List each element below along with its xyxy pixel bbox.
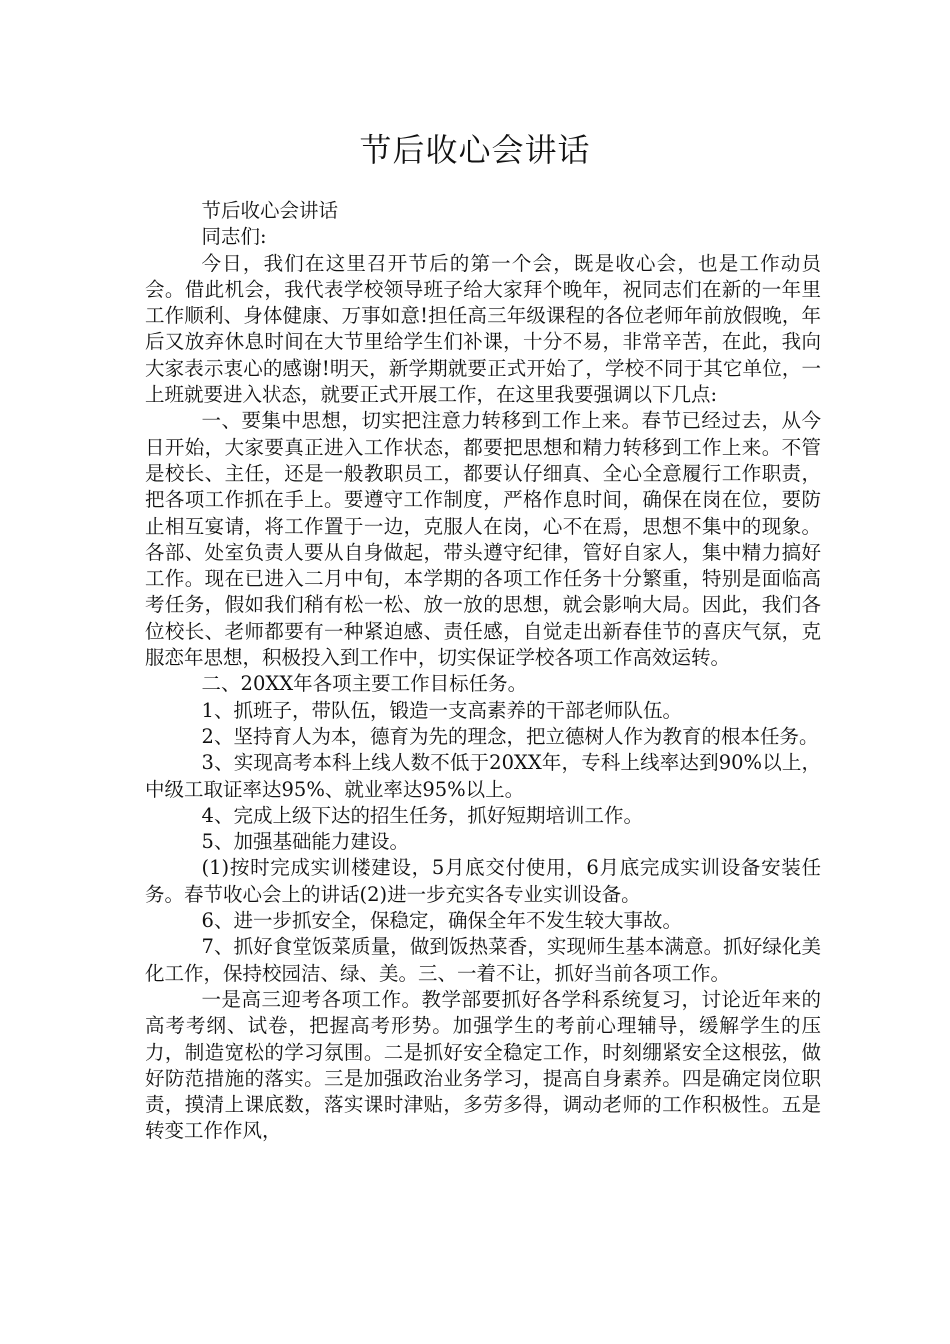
paragraph: 3、实现高考本科上线人数不低于20XX年，专科上线率达到90%以上，中级工取证率达95%、就业率达95%以上。 — [145, 751, 821, 801]
document-title: 节后收心会讲话 — [359, 131, 591, 169]
paragraph: (1)按时完成实训楼建设，5月底交付使用，6月底完成实训设备安装任务。春节收心会上的讲话(2)进一步充实各专业实训设备。 — [145, 856, 821, 906]
paragraph: 2、坚持育人为本，德育为先的理念，把立德树人作为教育的根本任务。 — [201, 724, 819, 748]
document-body — [145, 198, 821, 1145]
paragraph: 1、抓班子，带队伍，锻造一支高素养的干部老师队伍。 — [201, 698, 682, 722]
paragraph: 一是高三迎考各项工作。教学部要抓好各学科系统复习，讨论近年来的高考考纲、试卷，把握高考形势。加强学生的考前心理辅导，缓解学生的压力，制造宽松的学习氛围。二是抓好安全稳定工作，时刻绷紧安全这根弦，做好防范措施的落实。三是加强政治业务学习，提高自身素养。四是确定岗位职责，摸清上课底数，落实课时津贴，多劳多得，调动老师的工作积极性。五是转变工作作风， — [145, 987, 821, 1143]
paragraph: 6、进一步抓安全，保稳定，确保全年不发生较大事故。 — [201, 909, 682, 933]
paragraph: 7、抓好食堂饭菜质量，做到饭热菜香，实现师生基本满意。抓好绿化美化工作，保持校园洁、绿、美。三、一着不让，抓好当前各项工作。 — [145, 935, 821, 985]
paragraph: 一、要集中思想，切实把注意力转移到工作上来。春节已经过去，从今日开始，大家要真正进入工作状态，都要把思想和精力转移到工作上来。不管是校长、主任，还是一般教职员工，都要认仔细真、全心全意履行工作职责，把各项工作抓在手上。要遵守工作制度，严格作息时间，确保在岗在位，要防止相互宴请，将工作置于一边，克服人在岗，心不在焉，思想不集中的现象。各部、处室负责人要从自身做起，带头遵守纪律，管好自家人，集中精力搞好工作。现在已进入二月中旬，本学期的各项工作任务十分繁重，特别是面临高考任务，假如我们稍有松一松、放一放的思想，就会影响大局。因此，我们各位校长、老师都要有一种紧迫感、责任感，自觉走出新春佳节的喜庆气氛，克服恋年思想，积极投入到工作中，切实保证学校各项工作高效运转。 — [145, 409, 821, 670]
paragraph: 4、完成上级下达的招生任务，抓好短期培训工作。 — [201, 803, 643, 827]
paragraph: 二、20XX年各项主要工作目标任务。 — [201, 672, 528, 696]
paragraph: 5、加强基础能力建设。 — [201, 830, 409, 854]
paragraph: 今日，我们在这里召开节后的第一个会，既是收心会，也是工作动员会。借此机会，我代表学校领导班子给大家拜个晚年，祝同志们在新的一年里工作顺利、身体健康、万事如意!担任高三年级课程的各位老师年前放假晚，年后又放弃休息时间在大节里给学生们补课，十分不易，非常辛苦，在此，我向大家表示衷心的感谢!明天，新学期就要正式开始了，学校不同于其它单位，一上班就要进入状态，就要正式开展工作，在这里我要强调以下几点: — [145, 251, 821, 407]
paragraph: 同志们: — [201, 225, 267, 249]
paragraph: 节后收心会讲话 — [201, 199, 339, 222]
